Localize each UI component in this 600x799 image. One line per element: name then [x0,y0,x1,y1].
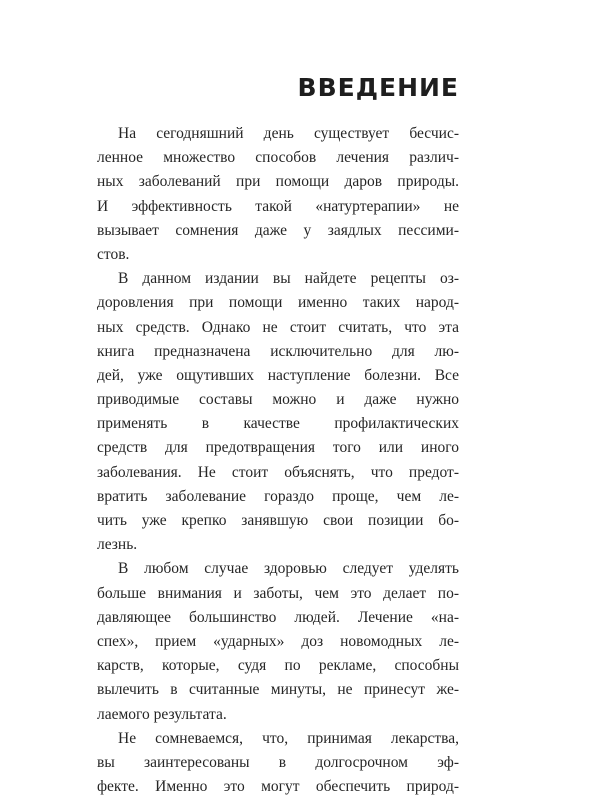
text-line: И эффективность такой «натуртерапии» не [97,197,459,215]
text-line: приводимые составы можно и даже нужно [97,391,459,409]
text-line: средств для предотвращения того или иного [97,439,459,457]
text-line: лаемого результата. [97,705,227,723]
paragraph-2 [97,267,459,557]
text-line: спех», прием «ударных» доз новомодных ле- [97,632,459,650]
text-line: вылечить в считанные минуты, не принесут же- [97,681,459,699]
text-line: вратить заболевание гораздо проще, чем ле- [97,487,459,505]
text-line: доровления при помощи именно таких народ- [97,294,459,312]
text-line: чить уже крепко занявшую свои позиции бо- [97,512,459,529]
body-text [97,122,459,799]
text-line: книга предназначена исключительно для лю- [97,342,459,360]
text-line: фекте. Именно это могут обеспечить природ- [97,778,459,796]
text-line: карств, которые, судя по рекламе, способны [97,657,459,675]
text-line: ных средств. Однако не стоит считать, что эта [97,318,459,336]
text-line: применять в качестве профилактических [97,415,459,433]
text-line: ных заболеваний при помощи даров природы. [97,173,459,191]
text-line: лезнь. [97,536,138,554]
text-line: стов. [97,245,130,263]
text-line: В любом случае здоровью следует уделять [118,560,459,578]
paragraph-1 [97,122,459,267]
text-line: В данном издании вы найдете рецепты оз- [118,270,459,288]
text-line: Не сомневаемся, что, принимая лекарства, [118,729,459,747]
chapter-title: ВВЕДЕНИЕ [297,73,459,102]
paragraph-4 [97,727,459,799]
text-line: дей, уже ощутивших наступление болезни. Все [97,366,459,384]
text-line: вы заинтересованы в долгосрочном эф- [97,753,459,771]
text-line: На сегодняшний день существует бесчис- [118,125,459,142]
paragraph-3 [97,557,459,726]
text-line: больше внимания и заботы, чем это делает по- [97,584,459,602]
text-line: вызывает сомнения даже у заядлых пессими- [97,221,459,239]
text-line: давляющее большинство людей. Лечение «на- [97,608,459,626]
text-line: заболевания. Не стоит объяснять, что предот- [97,463,459,481]
text-line: ленное множество способов лечения различ- [97,149,459,167]
